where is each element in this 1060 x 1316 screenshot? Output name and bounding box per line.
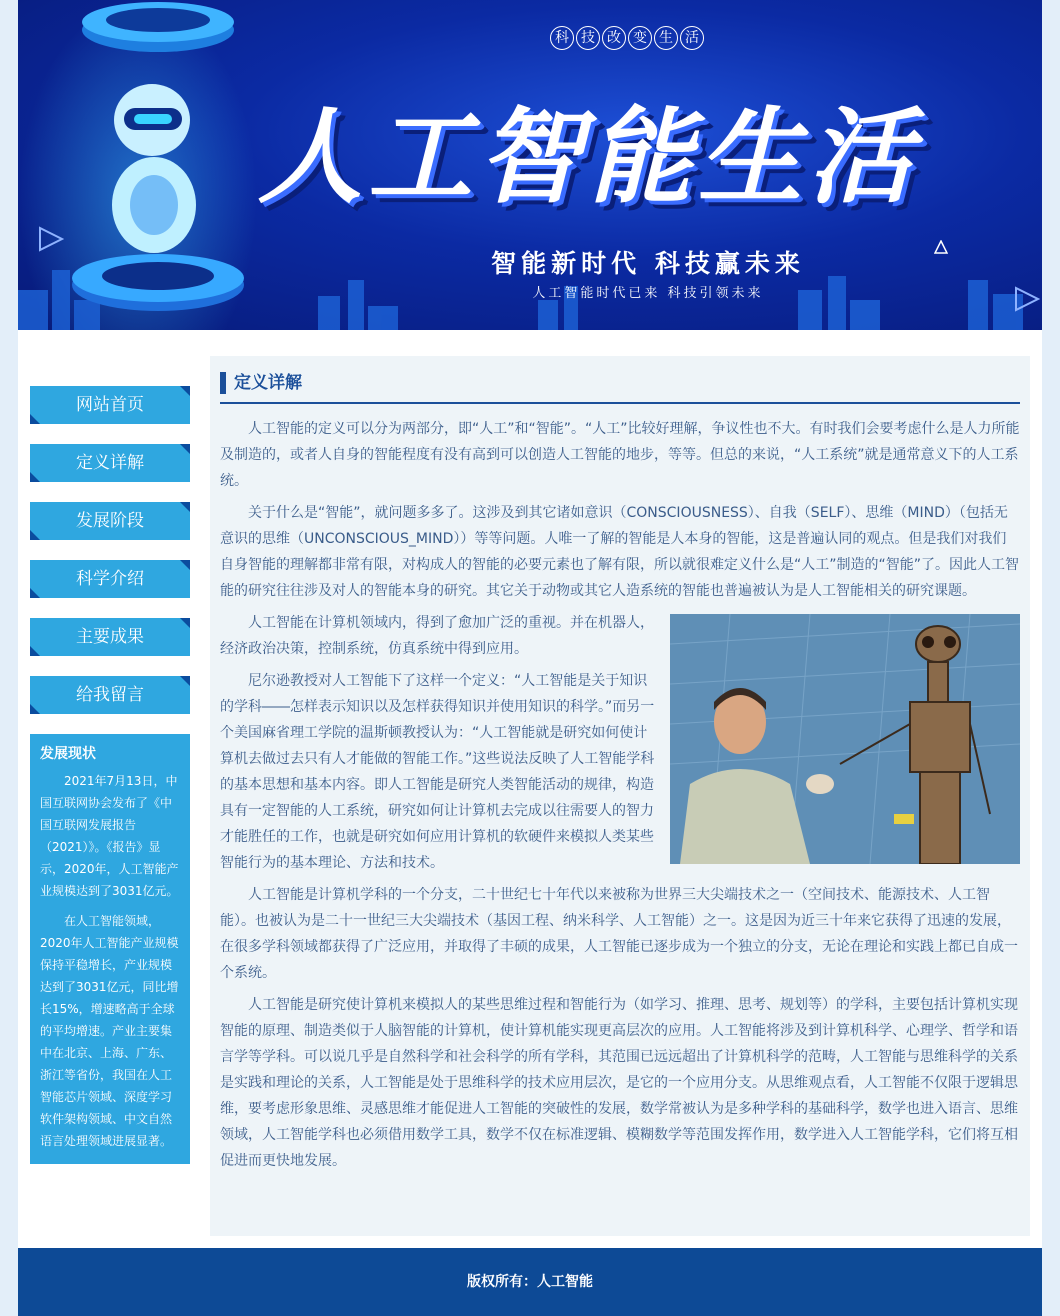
nav-item-definition[interactable] — [30, 444, 190, 482]
triangle-deco-icon — [1014, 286, 1040, 312]
nav-item-science[interactable] — [30, 560, 190, 598]
banner-subtitle-small: 人工智能时代已来 科技引领未来 — [532, 286, 764, 301]
tagline — [550, 26, 704, 54]
nav-item-stages[interactable] — [30, 502, 190, 540]
tagline-char: 技 — [576, 26, 600, 50]
status-paragraph: 在人工智能领域，2020年人工智能产业规模保持平稳增长，产业规模达到了3031亿元，同比增长15%，增速略高于全球的平均增速。产业主要集中在北京、上海、广东、浙江等省份，我国在人工智能芯片领域、深度学习软件架构领域、中文自然语言处理领域进展显著。 — [40, 914, 179, 1148]
corner-deco — [180, 502, 190, 512]
article-paragraph: 人工智能在计算机领域内，得到了愈加广泛的重视。并在机器人，经济政治决策，控制系统，仿真系统中得到应用。 — [220, 615, 654, 657]
status-panel — [30, 734, 190, 1164]
nav-item-label: 发展阶段 — [76, 511, 144, 531]
page — [18, 0, 1042, 1316]
robot-photo — [670, 614, 1020, 864]
tagline-char: 生 — [654, 26, 678, 50]
nav-item-label: 定义详解 — [76, 453, 144, 473]
article-paragraph: 尼尔逊教授对人工智能下了这样一个定义：“人工智能是关于知识的学科――怎样表示知识以及怎样获得知识并使用知识的科学。”而另一个美国麻省理工学院的温斯顿教授认为：“人工智能就是研究如何使计算机去做过去只有人才能做的智能工作。”这些说法反映了人工智能学科的基本思想和基本内容。即人工智能是研究人类智能活动的规律，构造具有一定智能的人工系统，研究如何让计算机去完成以往需要人的智力才能胜任的工作，也就是研究如何应用计算机的软硬件来模拟人类某些智能行为的基本理论、方法和技术。 — [220, 673, 655, 871]
robot-illustration-icon — [68, 0, 248, 330]
banner-subtitle: 智能新时代 科技赢未来 — [491, 249, 805, 278]
article-body — [220, 416, 1020, 1174]
section-title: 定义详解 — [234, 373, 302, 393]
corner-deco — [180, 444, 190, 454]
section-header — [220, 370, 1020, 404]
nav-item-message[interactable] — [30, 676, 190, 714]
triangle-deco-icon — [934, 240, 948, 254]
corner-deco — [30, 588, 40, 598]
corner-deco — [30, 530, 40, 540]
tagline-char: 变 — [628, 26, 652, 50]
corner-deco — [180, 618, 190, 628]
corner-deco — [180, 386, 190, 396]
nav-item-label: 主要成果 — [76, 627, 144, 647]
article-paragraph: 关于什么是“智能”，就问题多多了。这涉及到其它诸如意识（CONSCIOUSNESS）、自我（SELF）、思维（MIND）（包括无意识的思维（UNCONSCIOUS_MIND））等等问题。人唯一了解的智能是人本身的智能，这是普遍认同的观点。但是我们对我们自身智能的理解都非常有限，对构成人的智能的必要元素也了解有限，所以就很难定义什么是“人工”制造的“智能”了。因此人工智能的研究往往涉及对人的智能本身的研究。其它关于动物或其它人造系统的智能也普遍被认为是人工智能相关的研究课题。 — [220, 505, 1020, 599]
section-header-bar — [220, 372, 226, 394]
article-paragraph: 人工智能是研究使计算机来模拟人的某些思维过程和智能行为（如学习、推理、思考、规划等）的学科，主要包括计算机实现智能的原理、制造类似于人脑智能的计算机，使计算机能实现更高层次的应用。人工智能将涉及到计算机科学、心理学、哲学和语言学等学科。可以说几乎是自然科学和社会科学的所有学科，其范围已远远超出了计算机科学的范畴，人工智能与思维科学的关系是实践和理论的关系，人工智能是处于思维科学的技术应用层次，是它的一个应用分支。从思维观点看，人工智能不仅限于逻辑思维，要考虑形象思维、灵感思维才能促进人工智能的突破性的发展，数学常被认为是多种学科的基础科学，数学也进入语言、思维领域，人工智能学科也必须借用数学工具，数学不仅在标准逻辑、模糊数学等范围发挥作用，数学进入人工智能学科，它们将互相促进而更快地发展。 — [220, 997, 1018, 1169]
corner-deco — [30, 472, 40, 482]
nav-item-achievements[interactable] — [30, 618, 190, 656]
corner-deco — [180, 676, 190, 686]
main-content — [210, 356, 1030, 1236]
tagline-char: 科 — [550, 26, 574, 50]
corner-deco — [30, 704, 40, 714]
corner-deco — [180, 560, 190, 570]
status-paragraph: 2021年7月13日，中国互联网协会发布了《中国互联网发展报告（2021）》。《报告》显示，2020年，人工智能产业规模达到了3031亿元。 — [40, 774, 179, 898]
banner-title: 人工智能生活 — [258, 96, 919, 218]
status-heading: 发展现状 — [40, 746, 96, 762]
nav-item-label: 网站首页 — [76, 395, 144, 415]
copyright-text: 版权所有：人工智能 — [467, 1274, 593, 1290]
nav-item-label: 给我留言 — [76, 685, 144, 705]
tagline-char: 改 — [602, 26, 626, 50]
article-paragraph: 人工智能是计算机学科的一个分支，二十世纪七十年代以来被称为世界三大尖端技术之一（空间技术、能源技术、人工智能）。也被认为是二十一世纪三大尖端技术（基因工程、纳米科学、人工智能）之一。这是因为近三十年来它获得了迅速的发展，在很多学科领域都获得了广泛应用，并取得了丰硕的成果，人工智能已逐步成为一个独立的分支，无论在理论和实践上都已自成一个系统。 — [220, 887, 1018, 981]
article-paragraph: 人工智能的定义可以分为两部分，即“人工”和“智能”。“人工”比较好理解，争议性也不大。有时我们会要考虑什么是人力所能及制造的，或者人自身的智能程度有没有高到可以创造人工智能的地步，等等。但总的来说，“人工系统”就是通常意义下的人工系统。 — [220, 421, 1020, 489]
nav-item-label: 科学介绍 — [76, 569, 144, 589]
nav-item-home[interactable] — [30, 386, 190, 424]
banner — [18, 0, 1042, 330]
sidebar-nav — [30, 386, 190, 734]
corner-deco — [30, 414, 40, 424]
man-and-robot-image — [670, 614, 1020, 864]
tagline-char: 活 — [680, 26, 704, 50]
corner-deco — [30, 646, 40, 656]
triangle-deco-icon — [38, 226, 64, 252]
footer — [18, 1248, 1042, 1316]
